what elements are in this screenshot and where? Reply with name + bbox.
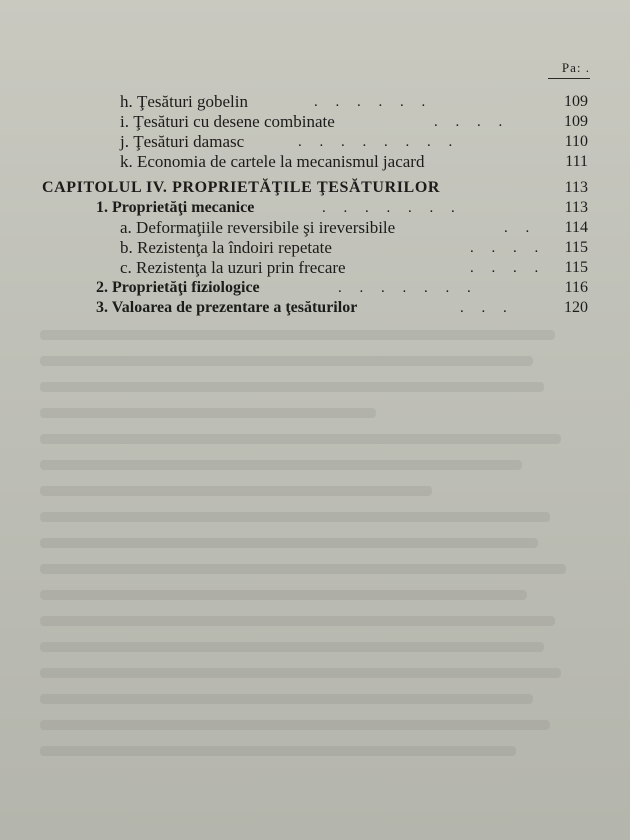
toc-entry-page: 115 bbox=[564, 259, 588, 276]
toc-entry-k bbox=[0, 152, 630, 172]
toc-entry-page: 116 bbox=[564, 279, 588, 296]
toc-leader-dots: . . . . bbox=[470, 260, 546, 276]
toc-entry-label: i. Ţesături cu desene combinate bbox=[120, 112, 335, 131]
toc-entry-label: a. Deformaţiile reversibile şi ireversibile bbox=[120, 218, 396, 237]
toc-chapter-iv bbox=[0, 178, 630, 198]
show-through-text bbox=[40, 330, 600, 810]
chapter-title: CAPITOLUL IV. PROPRIETĂŢILE ŢESĂTURILOR bbox=[42, 179, 441, 196]
toc-entry-c bbox=[0, 258, 630, 278]
toc-entry-page: 111 bbox=[565, 153, 588, 170]
page-column-header: Pa: . bbox=[548, 60, 590, 79]
toc-leader-dots: . . . . bbox=[470, 240, 546, 256]
section-title: 3. Valoarea de prezentare a ţesăturilor bbox=[96, 299, 358, 316]
toc-section-1 bbox=[0, 198, 630, 218]
toc-entry-j bbox=[0, 132, 630, 152]
toc-entry-label: j. Ţesături damasc bbox=[120, 132, 245, 151]
toc-entry-page: 120 bbox=[564, 299, 588, 316]
toc-entry-label: h. Ţesături gobelin bbox=[120, 92, 248, 111]
toc-entry-page: 109 bbox=[564, 113, 588, 130]
toc-entry-page: 109 bbox=[564, 93, 588, 110]
toc-entry-label: k. Economia de cartele la mecanismul jacard bbox=[120, 152, 425, 171]
toc-leader-dots: . . bbox=[504, 220, 537, 236]
toc-entry-label: b. Rezistenţa la îndoiri repetate bbox=[120, 238, 332, 257]
toc-entry-i bbox=[0, 112, 630, 132]
toc-entry-page: 114 bbox=[564, 219, 588, 236]
toc-entry-page: 113 bbox=[564, 199, 588, 216]
toc-entry-b bbox=[0, 238, 630, 258]
toc-section-3 bbox=[0, 298, 630, 318]
toc-section-2 bbox=[0, 278, 630, 298]
toc-leader-dots: . . . . bbox=[434, 114, 510, 130]
toc-entry-label: c. Rezistenţa la uzuri prin frecare bbox=[120, 258, 346, 277]
toc-entry-page: 115 bbox=[564, 239, 588, 256]
toc-leader-dots: . . . . . . . bbox=[338, 280, 478, 296]
section-title: 2. Proprietăţi fiziologice bbox=[96, 279, 260, 296]
toc-leader-dots: . . . . . . . . bbox=[298, 134, 460, 150]
toc-leader-dots: . . . . . . bbox=[314, 94, 433, 110]
toc-leader-dots: . . . bbox=[460, 300, 514, 316]
toc-entry-a bbox=[0, 218, 630, 238]
section-title: 1. Proprietăţi mecanice bbox=[96, 199, 255, 216]
toc-entry-page: 113 bbox=[564, 179, 588, 196]
toc-entry-page: 110 bbox=[564, 133, 588, 150]
toc-entry-h bbox=[0, 92, 630, 112]
toc-leader-dots: . . . . . . . bbox=[322, 200, 462, 216]
